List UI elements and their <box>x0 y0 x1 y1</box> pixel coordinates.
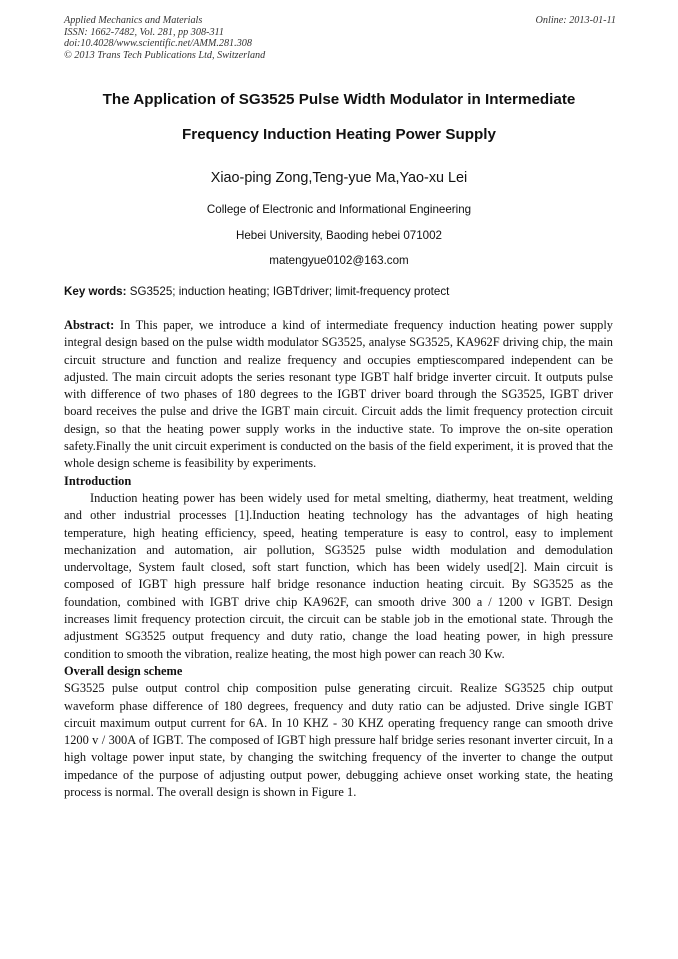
abstract-label: Abstract: <box>64 318 115 332</box>
keywords <box>64 285 624 298</box>
journal-name: Applied Mechanics and Materials <box>64 15 203 26</box>
doi-line: doi:10.4028/www.scientific.net/AMM.281.308 <box>64 38 252 50</box>
introduction-text: Induction heating power has been widely used for metal smelting, diathermy, heat treatment, welding and other industrial processes [1].Induction heating technology has the advantages of high heating temperature, high heating efficiency, speed, heating temperature is easy to control, easy to implement mechanization and automation, air pollution, SG3525 pulse width modulation and demodulation undervoltage, System fault closed, soft start function, which has been widely used[2]. Main circuit is composed of IGBT high pressure half bridge resonance induction heating circuit. By SG3525 as the foundation, combined with IGBT drive chip KA962F, can smooth drive 300 a / 1200 v IGBT. Design increases limit frequency protection circuit, the circuit can be stable job in the emotional state. Through the adjustment SG3525 output frequency and duty ratio, change the load heating power, in high pressure condition to smooth the vibration, realize heating, the most high power can reach 30 Kw. <box>64 490 613 661</box>
keywords-label: Key words: <box>64 285 127 298</box>
paper-title-line-2: Frequency Induction Heating Power Supply <box>182 126 496 143</box>
abstract-text: In This paper, we introduce a kind of intermediate frequency induction heating power supply integral design based on the pulse width modulator SG3525, analyse SG3525, KA962F driving chip, the main circuit structure and function and realize frequency and occupies emptiescompared independent can be adjusted. The main circuit adopts the series resonant type IGBT half bridge inverter circuit. It outputs pulse with difference of two phases of 180 degrees to the IGBT driver board through the SG3525, IGBT driver board receives the pulse and drive the IGBT main circuit. Circuit adds the limit frequency protection circuit design, so that the heating power supply works in the inductive state. To improve the on-site operation safety.Finally the unit circuit experiment is conducted on the basis of the field experiment, it is proved that the whole design scheme is feasibility by experiments. <box>64 318 613 471</box>
issn-line: ISSN: 1662-7482, Vol. 281, pp 308-311 <box>64 26 224 38</box>
authors: Xiao-ping Zong,Teng-yue Ma,Yao-xu Lei <box>210 170 468 186</box>
paper-body <box>64 317 613 801</box>
journal-header <box>64 15 616 61</box>
copyright-line: © 2013 Trans Tech Publications Ltd, Switzerland <box>64 49 266 61</box>
design-text: SG3525 pulse output control chip composition pulse generating circuit. Realize SG3525 chip output waveform phase difference of 180 degrees, frequency and duty ratio can be adjusted. Drive single IGBT circuit maximum output current for 6A. In 10 KHZ - 30 KHZ operating frequency range can smooth drive 1200 v / 300A of IGBT. The composed of IGBT high pressure half bridge series resonant inverter circuit, In a high voltage power input state, by changing the switching frequency of the inverter to change the output impedance of the purpose of adjusting output power, debugging achieve onset working state, the heating process is normal. The overall design is shown in Figure 1. <box>64 681 613 800</box>
keywords-text: SG3525; induction heating; IGBTdriver; limit-frequency protect <box>126 285 450 298</box>
affiliation-line-2: Hebei University, Baoding hebei 071002 <box>235 229 443 242</box>
online-date: Online: 2013-01-11 <box>535 15 616 26</box>
introduction-heading: Introduction <box>64 473 132 488</box>
email: matengyue0102@163.com <box>269 254 409 267</box>
design-heading: Overall design scheme <box>64 663 183 678</box>
paper-title-line-1: The Application of SG3525 Pulse Width Modulator in Intermediate <box>102 91 576 108</box>
abstract <box>64 317 613 473</box>
affiliation-line-1: College of Electronic and Informational Engineering <box>206 203 472 216</box>
